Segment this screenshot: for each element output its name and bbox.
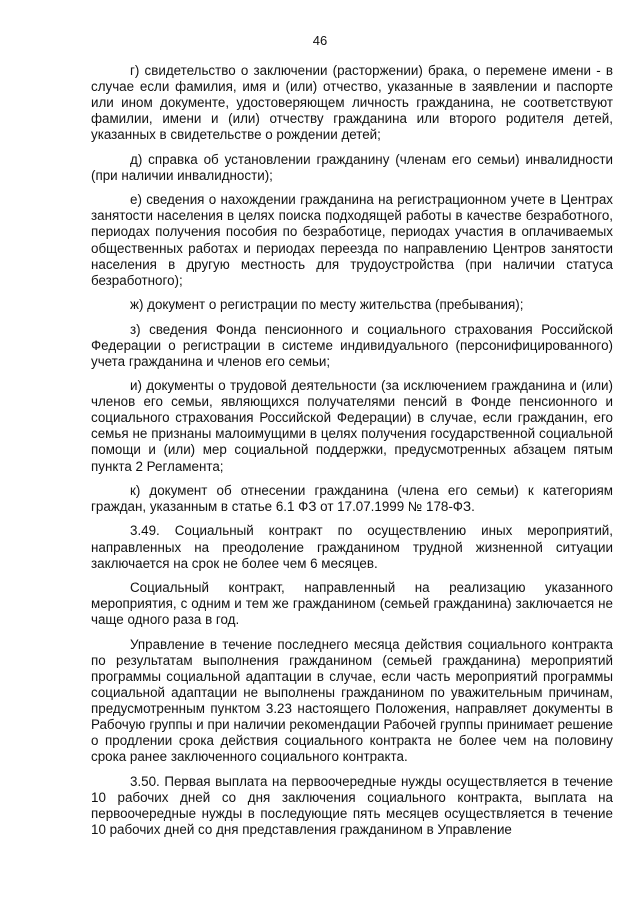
paragraph-contract-extension: Управление в течение последнего месяца действия социального контракта по результатам выполнения гражданином (семьей гражданина) мероприятий программы социальной адаптации в случае, если часть мероприятий программы социальной адаптации не выполнены гражданином по уважительным причинам, предусмотренным пунктом 3.23 настоящего Положения, направляет документы в Рабочую группы и при наличии рекомендации Рабочей группы принимает решение о продлении срока действия социального контракта не более чем на половину срока ранее заключенного социального контракта. xyxy=(91,636,613,765)
paragraph-item-i: и) документы о трудовой деятельности (за исключением гражданина и (или) членов его семьи, являющихся получателями пенсий в Фонде пенсионного и социального страхования Российской Федерации) в случае, если гражданин, его семья не признаны малоимущими в целях получения государственной социальной помощи и (или) мер социальной поддержки, предусмотренных абзацем пятым пункта 2 Регламента; xyxy=(91,378,613,474)
paragraph-item-z: з) сведения Фонда пенсионного и социального страхования Российской Федерации о регистрации в системе индивидуального (персонифицированного) учета гражданина и членов его семьи; xyxy=(91,321,613,369)
paragraph-clause-3-50: 3.50. Первая выплата на первоочередные нужды осуществляется в течение 10 рабочих дней со дня заключения социального контракта, выплата на первоочередные нужды в последующие пять месяцев осуществляется в течение 10 рабочих дней со дня представления гражданином в Управление xyxy=(91,773,613,837)
document-body xyxy=(91,63,613,846)
paragraph-item-g: г) свидетельство о заключении (расторжении) брака, о перемене имени - в случае если фамилия, имя и (или) отчество, указанные в заявлении и паспорте или ином документе, удостоверяющем личность гражданина, не соответствуют фамилии, имени и (или) отчеству гражданина или второго родителя детей, указанных в свидетельстве о рождении детей; xyxy=(91,63,613,143)
paragraph-clause-3-49: 3.49. Социальный контракт по осуществлению иных мероприятий, направленных на преодоление гражданином трудной жизненной ситуации заключается на срок не более чем 6 месяцев. xyxy=(91,523,613,571)
paragraph-item-zh: ж) документ о регистрации по месту жительства (пребывания); xyxy=(130,297,524,313)
paragraph-item-d: д) справка об установлении гражданину (членам его семьи) инвалидности (при наличии инвалидности); xyxy=(91,151,613,183)
page-number: 46 xyxy=(312,33,328,48)
paragraph-item-e: е) сведения о нахождении гражданина на регистрационном учете в Центрах занятости населения в целях поиска подходящей работы в качестве безработного, периодах получения пособия по безработице, периодах участия в оплачиваемых общественных работах и периодах переезда по направлению Центров занятости населения в другую местность для трудоустройства (при наличии статуса безработного); xyxy=(91,192,613,288)
paragraph-contract-frequency: Социальный контракт, направленный на реализацию указанного мероприятия, с одним и тем же гражданином (семьей гражданина) заключается не чаще одного раза в год. xyxy=(91,580,613,628)
paragraph-item-k: к) документ об отнесении гражданина (члена его семьи) к категориям граждан, указанным в статье 6.1 ФЗ от 17.07.1999 № 178-ФЗ. xyxy=(91,482,613,515)
